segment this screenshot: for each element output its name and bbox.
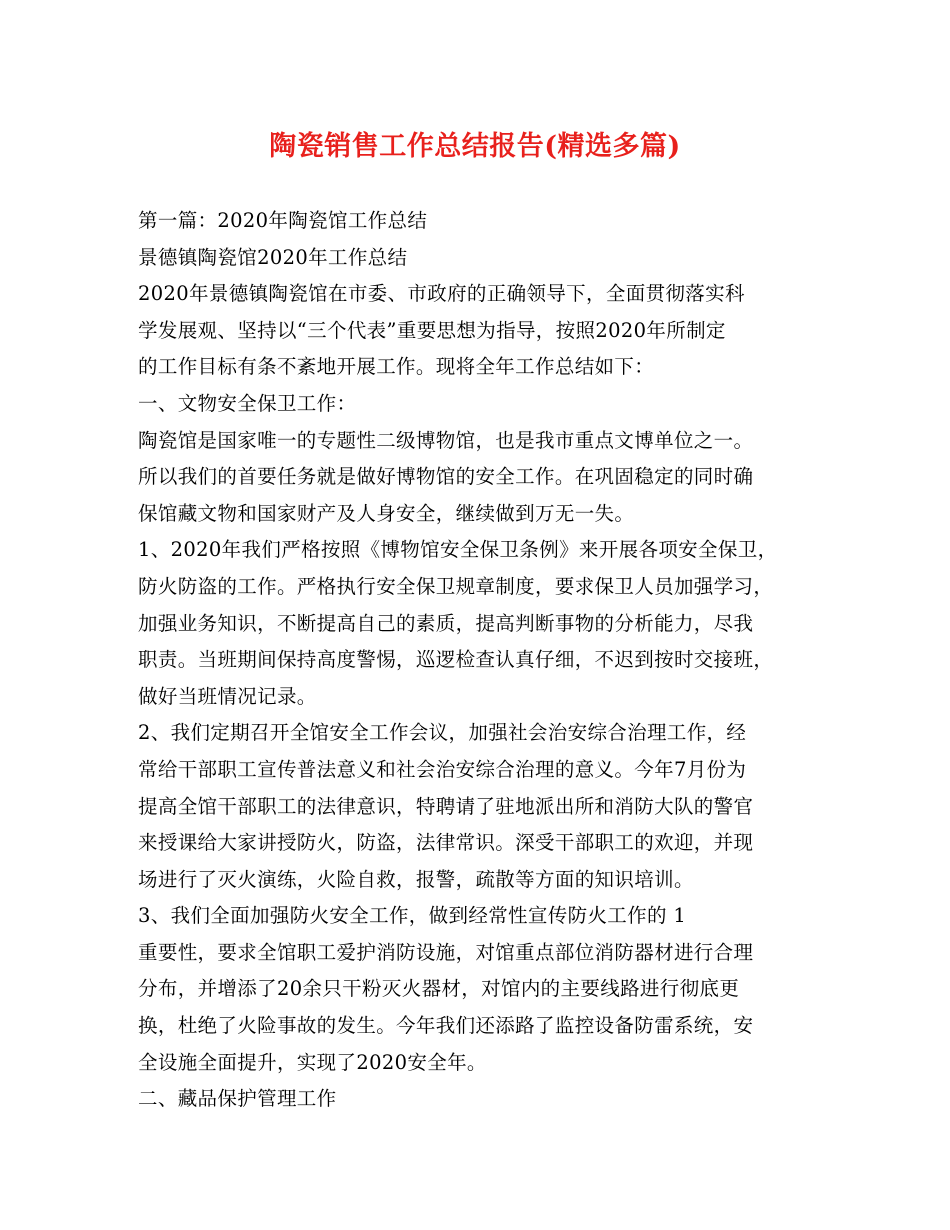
text-line: 2、我们定期召开全馆安全工作会议，加强社会治安综合治理工作，经 [138, 721, 747, 745]
text-line: 场进行了灭火演练，火险自救，报警，疏散等方面的知识培训。 [138, 867, 694, 891]
text-line: 防火防盗的工作。严格执行安全保卫规章制度，要求保卫人员加强学习， [138, 574, 774, 598]
text-line: 常给干部职工宣传普法意义和社会治安综合治理的意义。今年7月份为 [138, 757, 747, 781]
text-line: 景德镇陶瓷馆2020年工作总结 [138, 245, 408, 269]
text-line: 2020年景德镇陶瓷馆在市委、市政府的正确领导下，全面贯彻落实科 [138, 282, 745, 306]
text-line: 一、文物安全保卫工作： [138, 391, 357, 415]
document-body [138, 203, 838, 1118]
text-line: 1、2020年我们严格按照《博物馆安全保卫条例》来开展各项安全保卫， [138, 538, 778, 562]
text-line: 陶瓷馆是国家唯一的专题性二级博物馆，也是我市重点文博单位之一。 [138, 428, 754, 452]
text-line: 重要性，要求全馆职工爱护消防设施，对馆重点部位消防器材进行合理 [138, 940, 754, 964]
text-line: 做好当班情况记录。 [138, 684, 317, 708]
text-line: 加强业务知识，不断提高自己的素质，提高判断事物的分析能力，尽我 [138, 611, 754, 635]
text-line: 所以我们的首要任务就是做好博物馆的安全工作。在巩固稳定的同时确 [138, 465, 754, 489]
text-line: 换，杜绝了火险事故的发生。今年我们还添路了监控设备防雷系统，安 [138, 1014, 754, 1038]
text-line: 职责。当班期间保持高度警惕，巡逻检查认真仔细，不迟到按时交接班， [138, 648, 774, 672]
text-line: 保馆藏文物和国家财产及人身安全，继续做到万无一失。 [138, 501, 635, 525]
text-line: 来授课给大家讲授防火，防盗，法律常识。深受干部职工的欢迎，并现 [138, 831, 754, 855]
text-line: 的工作目标有条不紊地开展工作。现将全年工作总结如下： [138, 355, 655, 379]
text-line: 全设施全面提升，实现了2020安全年。 [138, 1050, 487, 1074]
document-title: 陶瓷销售工作总结报告(精选多篇) [269, 131, 681, 162]
text-line: 第一篇：2020年陶瓷馆工作总结 [138, 209, 428, 232]
text-line: 提高全馆干部职工的法律意识，特聘请了驻地派出所和消防大队的警官 [138, 794, 754, 818]
text-line: 3、我们全面加强防火安全工作，做到经常性宣传防火工作的 1 [138, 904, 687, 928]
text-line: 学发展观、坚持以“三个代表”重要思想为指导，按照2020年所制定 [138, 318, 726, 342]
text-line: 二、藏品保护管理工作 [138, 1087, 337, 1111]
text-line: 分布，并增添了20余只干粉灭火器材，对馆内的主要线路进行彻底更 [138, 977, 740, 1001]
